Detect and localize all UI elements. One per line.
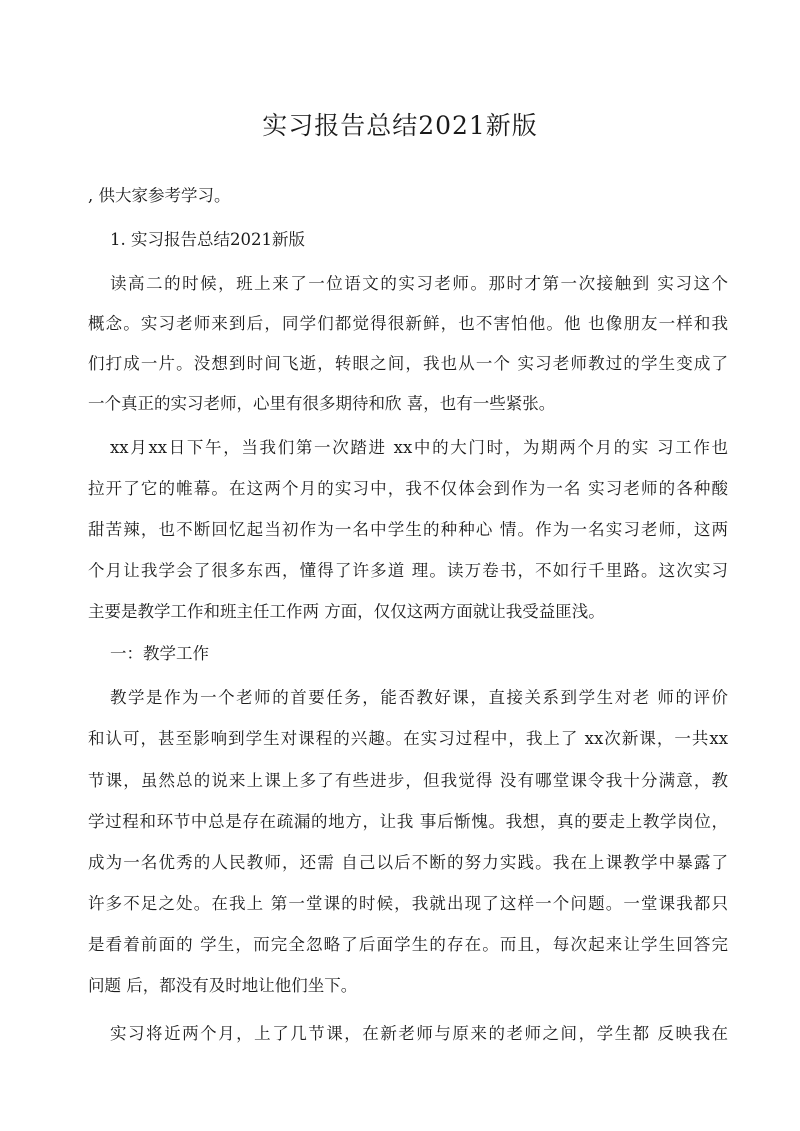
paragraph-line: 是看着前面的 学生，而完全忽略了后面学生的存在。而且，每次起来让学生回答完: [88, 935, 728, 954]
paragraph-line: 一个真正的实习老师，心里有很多期待和欣 喜，也有一些紧张。: [88, 394, 556, 413]
section-heading-1: 1. 实习报告总结2021新版: [110, 230, 305, 249]
paragraph-line: 个月让我学会了很多东西，懂得了许多道 理。读万卷书，不如行千里路。这次实习: [88, 561, 728, 580]
paragraph-line: 概念。实习老师来到后，同学们都觉得很新鲜，也不害怕他。他 也像朋友一样和我: [88, 314, 728, 333]
paragraph-line: 甜苦辣，也不断回忆起当初作为一名中学生的种种心 情。作为一名实习老师，这两: [88, 520, 728, 539]
paragraph-line: 主要是教学工作和班主任工作两 方面，仅仅这两方面就让我受益匪浅。: [88, 602, 605, 621]
paragraph-line: 教学是作为一个老师的首要任务，能否教好课，直接关系到学生对老 师的评价: [110, 688, 728, 707]
paragraph-line: 读高二的时候，班上来了一位语文的实习老师。那时才第一次接触到 实习这个: [110, 274, 728, 293]
paragraph-line: 们打成一片。没想到时间飞逝，转眼之间，我也从一个 实习老师教过的学生变成了: [88, 354, 728, 373]
paragraph-line: 实习将近两个月，上了几节课，在新老师与原来的老师之间，学生都 反映我在: [110, 1024, 728, 1043]
paragraph-line: 和认可，甚至影响到学生对课程的兴趣。在实习过程中，我上了 xx次新课，一共xx: [88, 729, 728, 748]
paragraph-line: 拉开了它的帷幕。在这两个月的实习中，我不仅体会到作为一名 实习老师的各种酸: [88, 479, 728, 498]
paragraph-line: 许多不足之处。在我上 第一堂课的时候，我就出现了这样一个问题。一堂课我都只: [88, 894, 728, 913]
intro-line: , 供大家参考学习。: [88, 186, 231, 205]
paragraph-line: xx月xx日下午，当我们第一次踏进 xx中的大门时，为期两个月的实 习工作也: [110, 438, 728, 457]
document-title: 实习报告总结2021新版: [262, 111, 538, 140]
paragraph-line: 节课，虽然总的说来上课上多了有些进步，但我觉得 没有哪堂课令我十分满意，教: [88, 771, 728, 790]
paragraph-line: 学过程和环节中总是存在疏漏的地方，让我 事后惭愧。我想，真的要走上教学岗位，: [88, 812, 728, 831]
section-heading-teaching: 一：教学工作: [110, 644, 209, 663]
paragraph-line: 问题 后，都没有及时地让他们坐下。: [88, 976, 358, 995]
paragraph-line: 成为一名优秀的人民教师，还需 自己以后不断的努力实践。我在上课教学中暴露了: [88, 853, 728, 872]
